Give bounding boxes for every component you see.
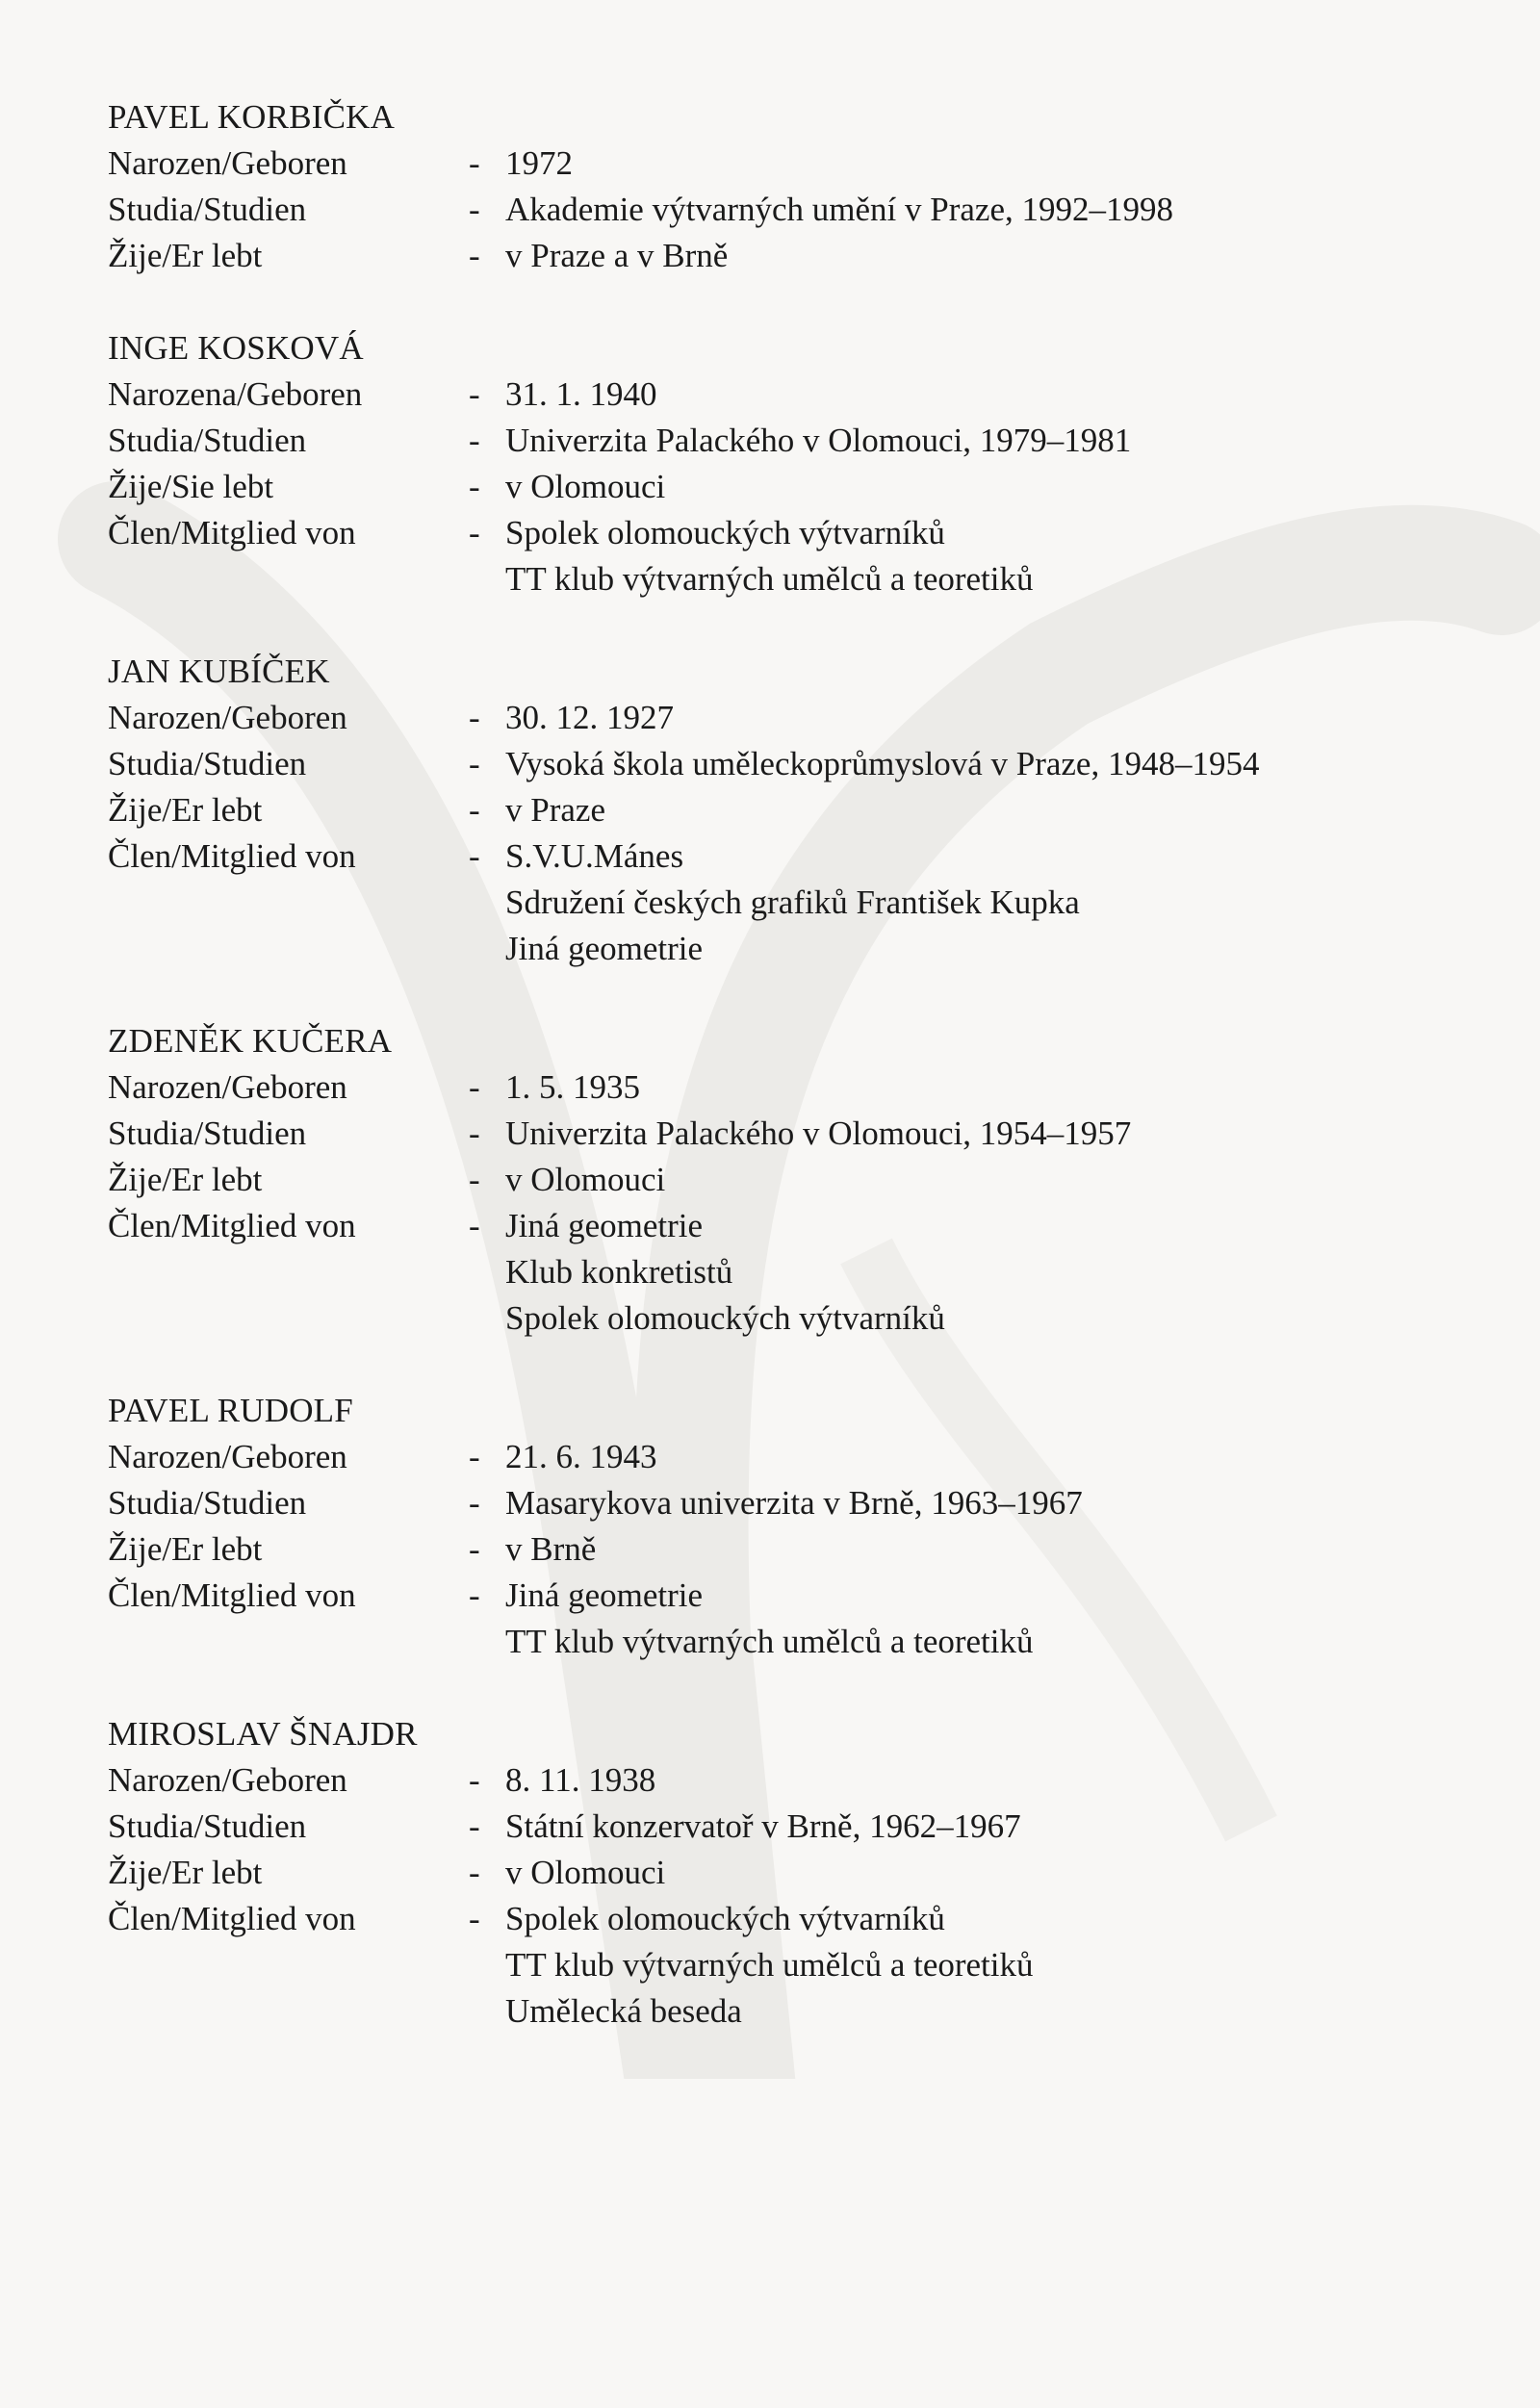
bio-value: TT klub výtvarných umělců a teoretiků xyxy=(505,1623,1034,1660)
bio-dash xyxy=(469,1942,505,1988)
bio-row xyxy=(108,464,1455,510)
bio-dash: - xyxy=(469,699,480,736)
artist-name: JAN KUBÍČEK xyxy=(108,653,330,690)
bio-label: Člen/Mitglied von xyxy=(108,1900,356,1937)
bio-row xyxy=(108,1757,1455,1804)
bio-dash xyxy=(469,556,505,602)
bio-value: Spolek olomouckých výtvarníků xyxy=(505,514,945,551)
bio-label xyxy=(108,556,469,602)
bio-value: 30. 12. 1927 xyxy=(505,699,674,736)
bio-label xyxy=(108,1988,469,2035)
bio-label: Žije/Er lebt xyxy=(108,237,263,274)
bio-dash: - xyxy=(469,191,480,228)
bio-row xyxy=(108,556,1455,602)
bio-label: Narozen/Geboren xyxy=(108,1068,347,1106)
bio-value: Univerzita Palackého v Olomouci, 1979–1981 xyxy=(505,422,1132,459)
bio-row xyxy=(108,1850,1455,1896)
bio-dash: - xyxy=(469,468,480,505)
bio-value: Umělecká beseda xyxy=(505,1992,742,2030)
bio-value: 21. 6. 1943 xyxy=(505,1438,657,1475)
bio-label: Člen/Mitglied von xyxy=(108,837,356,875)
bio-row xyxy=(108,1896,1455,1942)
bio-row xyxy=(108,418,1455,464)
bio-value: Spolek olomouckých výtvarníků xyxy=(505,1299,945,1337)
bio-value: v Olomouci xyxy=(505,1161,666,1198)
bio-row xyxy=(108,787,1455,833)
bio-dash: - xyxy=(469,1484,480,1522)
bio-row xyxy=(108,141,1455,187)
bio-label: Člen/Mitglied von xyxy=(108,1207,356,1244)
bio-value: 8. 11. 1938 xyxy=(505,1761,656,1799)
bio-label: Žije/Er lebt xyxy=(108,1161,263,1198)
bio-label: Studia/Studien xyxy=(108,1484,307,1522)
bio-dash xyxy=(469,1249,505,1295)
bio-label: Studia/Studien xyxy=(108,1114,307,1152)
bio-dash xyxy=(469,1619,505,1665)
bio-dash: - xyxy=(469,514,480,551)
bio-row xyxy=(108,1295,1455,1342)
bio-dash: - xyxy=(469,237,480,274)
artist-entry xyxy=(108,1388,1455,1665)
bio-label: Studia/Studien xyxy=(108,191,307,228)
bio-label: Narozena/Geboren xyxy=(108,375,363,413)
bio-row xyxy=(108,1942,1455,1988)
artist-name: INGE KOSKOVÁ xyxy=(108,329,364,367)
bio-value: Jiná geometrie xyxy=(505,930,704,967)
bio-label xyxy=(108,1295,469,1342)
bio-value: Jiná geometrie xyxy=(505,1207,704,1244)
bio-row xyxy=(108,1526,1455,1573)
bio-value: Vysoká škola uměleckoprůmyslová v Praze, 1948–1954 xyxy=(505,745,1260,782)
bio-value: TT klub výtvarných umělců a teoretiků xyxy=(505,1946,1034,1984)
bio-value: Jiná geometrie xyxy=(505,1576,704,1614)
bio-dash: - xyxy=(469,1807,480,1845)
bio-row xyxy=(108,233,1455,279)
bio-dash: - xyxy=(469,422,480,459)
bio-value: Spolek olomouckých výtvarníků xyxy=(505,1900,945,1937)
bio-dash: - xyxy=(469,1114,480,1152)
bio-dash: - xyxy=(469,1068,480,1106)
bio-label: Žije/Er lebt xyxy=(108,1530,263,1568)
bio-dash xyxy=(469,1295,505,1342)
bio-row xyxy=(108,1249,1455,1295)
artist-name: MIROSLAV ŠNAJDR xyxy=(108,1715,418,1753)
bio-value: 1972 xyxy=(505,144,573,182)
bio-row xyxy=(108,510,1455,556)
bio-value: Masarykova univerzita v Brně, 1963–1967 xyxy=(505,1484,1083,1522)
bio-dash: - xyxy=(469,791,480,829)
artist-name: ZDENĚK KUČERA xyxy=(108,1022,393,1060)
bio-row xyxy=(108,695,1455,741)
bio-row xyxy=(108,833,1455,880)
bio-dash: - xyxy=(469,1900,480,1937)
bio-row xyxy=(108,187,1455,233)
bio-value: v Praze a v Brně xyxy=(505,237,729,274)
bio-label xyxy=(108,880,469,926)
bio-row xyxy=(108,926,1455,972)
bio-label xyxy=(108,926,469,972)
bio-row xyxy=(108,1064,1455,1111)
bio-label: Žije/Er lebt xyxy=(108,1854,263,1891)
bio-dash: - xyxy=(469,1207,480,1244)
bio-dash: - xyxy=(469,1761,480,1799)
bio-label: Člen/Mitglied von xyxy=(108,514,356,551)
bio-label: Žije/Sie lebt xyxy=(108,468,274,505)
bio-label: Žije/Er lebt xyxy=(108,791,263,829)
bio-label: Studia/Studien xyxy=(108,745,307,782)
bio-value: 1. 5. 1935 xyxy=(505,1068,640,1106)
bio-row xyxy=(108,371,1455,418)
bio-label: Narozen/Geboren xyxy=(108,144,347,182)
bio-row xyxy=(108,1804,1455,1850)
bio-value: Univerzita Palackého v Olomouci, 1954–1957 xyxy=(505,1114,1132,1152)
bio-value: v Olomouci xyxy=(505,1854,666,1891)
bio-row xyxy=(108,1157,1455,1203)
bio-value: v Brně xyxy=(505,1530,597,1568)
bio-label xyxy=(108,1619,469,1665)
bio-label xyxy=(108,1249,469,1295)
bio-value: 31. 1. 1940 xyxy=(505,375,657,413)
artist-entry xyxy=(108,1711,1455,2035)
bio-label: Narozen/Geboren xyxy=(108,1438,347,1475)
bio-value: Akademie výtvarných umění v Praze, 1992–1998 xyxy=(505,191,1173,228)
bio-row xyxy=(108,880,1455,926)
bio-dash: - xyxy=(469,745,480,782)
bio-value: S.V.U.Mánes xyxy=(505,837,684,875)
bio-label: Studia/Studien xyxy=(108,1807,307,1845)
artist-entry xyxy=(108,649,1455,972)
bio-row xyxy=(108,741,1455,787)
bio-value: v Praze xyxy=(505,791,605,829)
bio-dash: - xyxy=(469,1161,480,1198)
artist-entry xyxy=(108,1018,1455,1342)
bio-value: Klub konkretistů xyxy=(505,1253,733,1291)
bio-value: Státní konzervatoř v Brně, 1962–1967 xyxy=(505,1807,1021,1845)
bio-label: Studia/Studien xyxy=(108,422,307,459)
bio-value: TT klub výtvarných umělců a teoretiků xyxy=(505,560,1034,598)
bio-dash: - xyxy=(469,1438,480,1475)
bio-row xyxy=(108,1203,1455,1249)
bio-dash: - xyxy=(469,375,480,413)
bio-dash xyxy=(469,880,505,926)
bio-row xyxy=(108,1988,1455,2035)
bio-label: Narozen/Geboren xyxy=(108,1761,347,1799)
bio-label: Narozen/Geboren xyxy=(108,699,347,736)
bio-dash: - xyxy=(469,1530,480,1568)
bio-dash: - xyxy=(469,837,480,875)
bio-row xyxy=(108,1573,1455,1619)
artist-biographies xyxy=(108,94,1455,2081)
bio-dash: - xyxy=(469,144,480,182)
bio-dash xyxy=(469,1988,505,2035)
artist-name: PAVEL RUDOLF xyxy=(108,1392,353,1429)
bio-dash xyxy=(469,926,505,972)
bio-row xyxy=(108,1434,1455,1480)
bio-label xyxy=(108,1942,469,1988)
bio-row xyxy=(108,1480,1455,1526)
bio-row xyxy=(108,1619,1455,1665)
artist-entry xyxy=(108,94,1455,279)
bio-row xyxy=(108,1111,1455,1157)
bio-value: Sdružení českých grafiků František Kupka xyxy=(505,884,1080,921)
bio-label: Člen/Mitglied von xyxy=(108,1576,356,1614)
bio-dash: - xyxy=(469,1854,480,1891)
bio-value: v Olomouci xyxy=(505,468,666,505)
bio-dash: - xyxy=(469,1576,480,1614)
artist-name: PAVEL KORBIČKA xyxy=(108,98,396,136)
artist-entry xyxy=(108,325,1455,602)
